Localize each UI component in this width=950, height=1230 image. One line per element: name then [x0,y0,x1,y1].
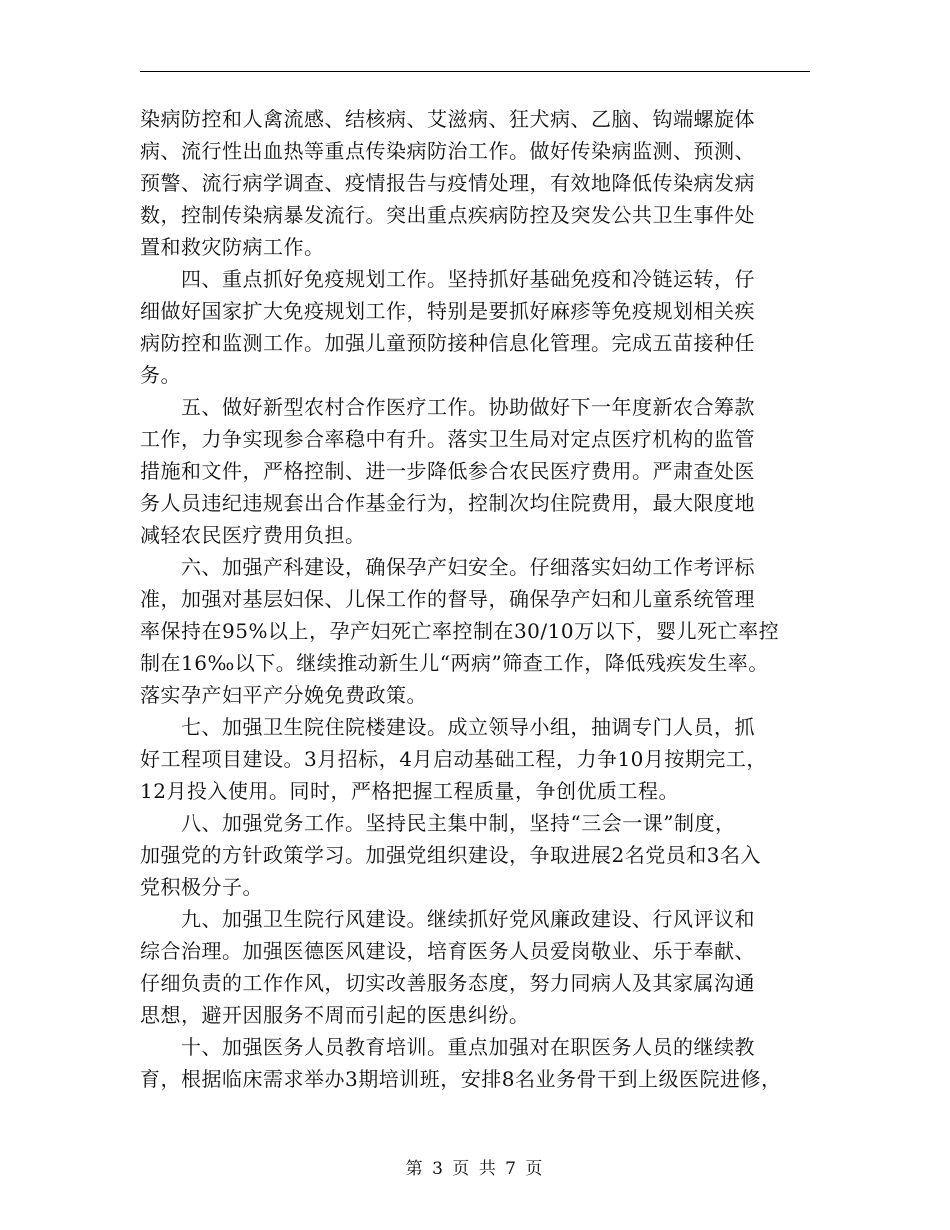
text-line: 12月投入使用。同时，严格把握工程质量，争创优质工程。 [140,779,679,803]
text-line: 制在16‰以下。继续推动新生儿“两病”筛查工作，降低残疾发生率。 [140,651,769,675]
header-rule [140,71,810,72]
text-line: 落实孕产妇平产分娩免费政策。 [140,683,427,707]
text-line: 十、加强医务人员教育培训。重点加强对在职医务人员的继续教 [140,1035,755,1059]
text-line: 率保持在95%以上，孕产妇死亡率控制在30/10万以下，婴儿死亡率控 [140,619,780,643]
text-line: 五、做好新型农村合作医疗工作。协助做好下一年度新农合筹款 [140,395,755,419]
text-line: 病防控和监测工作。加强儿童预防接种信息化管理。完成五苗接种任 [140,331,755,355]
text-line: 七、加强卫生院住院楼建设。成立领导小组，抽调专门人员，抓 [140,715,755,739]
text-line: 育，根据临床需求举办3期培训班，安排8名业务骨干到上级医院进修， [140,1067,782,1091]
text-line: 党积极分子。 [140,875,263,899]
text-line: 综合治理。加强医德医风建设，培育医务人员爱岗敬业、乐于奉献、 [140,939,755,963]
text-line: 细做好国家扩大免疫规划工作，特别是要抓好麻疹等免疫规划相关疾 [140,299,755,323]
text-line: 仔细负责的工作作风，切实改善服务态度，努力同病人及其家属沟通 [140,971,755,995]
text-line: 务。 [140,363,181,387]
text-line: 六、加强产科建设，确保孕产妇安全。仔细落实妇幼工作考评标 [140,555,755,579]
text-line: 准，加强对基层妇保、儿保工作的督导，确保孕产妇和儿童系统管理 [140,587,755,611]
text-line: 思想，避开因服务不周而引起的医患纠纷。 [140,1003,530,1027]
text-line: 四、重点抓好免疫规划工作。坚持抓好基础免疫和冷链运转，仔 [140,267,755,291]
page-footer: 第 3 页 共 7 页 [405,1159,545,1179]
text-line: 置和救灾防病工作。 [140,235,325,259]
text-line: 减轻农民医疗费用负担。 [140,523,366,547]
text-line: 病、流行性出血热等重点传染病防治工作。做好传染病监测、预测、 [140,139,755,163]
text-line: 务人员违纪违规套出合作基金行为，控制次均住院费用，最大限度地 [140,491,755,515]
text-line: 八、加强党务工作。坚持民主集中制，坚持“三会一课”制度， [140,811,736,835]
text-line: 措施和文件，严格控制、进一步降低参合农民医疗费用。严肃查处医 [140,459,755,483]
text-line: 工作，力争实现参合率稳中有升。落实卫生局对定点医疗机构的监管 [140,427,755,451]
text-line: 数，控制传染病暴发流行。突出重点疾病防控及突发公共卫生事件处 [140,203,755,227]
text-line: 预警、流行病学调查、疫情报告与疫情处理，有效地降低传染病发病 [140,171,755,195]
text-line: 染病防控和人禽流感、结核病、艾滋病、狂犬病、乙脑、钩端螺旋体 [140,107,755,131]
text-line: 九、加强卫生院行风建设。继续抓好党风廉政建设、行风评议和 [140,907,755,931]
text-line: 加强党的方针政策学习。加强党组织建设，争取进展2名党员和3名入 [140,843,761,867]
text-line: 好工程项目建设。3月招标，4月启动基础工程，力争10月按期完工， [140,747,767,771]
document-body [140,103,810,1095]
